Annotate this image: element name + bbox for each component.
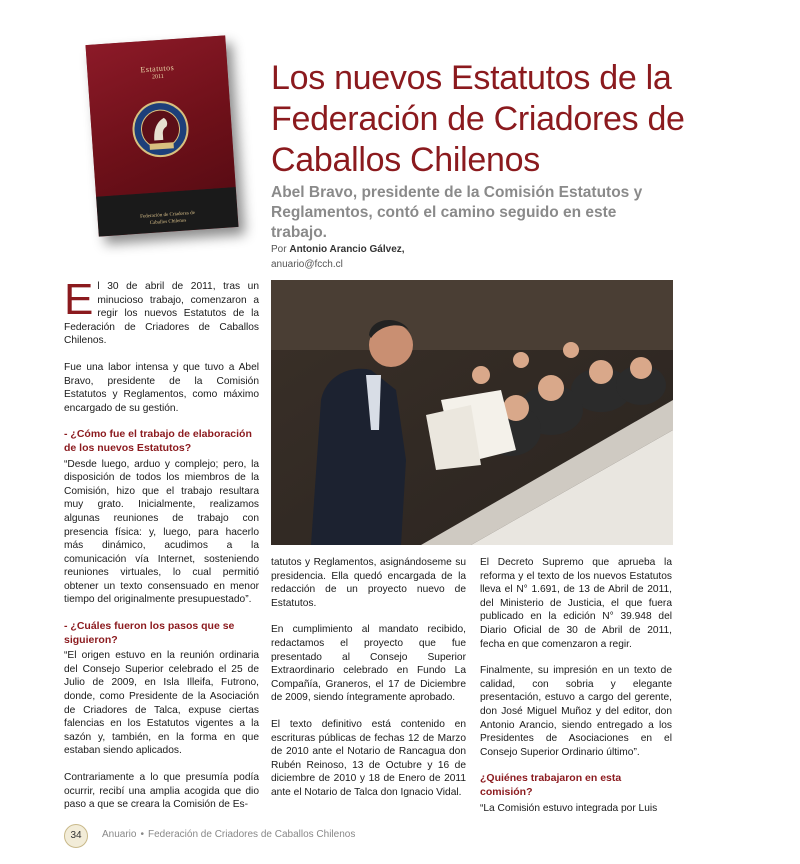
paragraph: Finalmente, su impresión en un texto de calidad, con sobria y elegante presentación, estuvo a cargo del gerente, don José Miguel Muñoz y del editor, don Antonio Arancio, siendo entregado a los Presidentes de Asociaciones en el Consejo Superior Ordinario último”. bbox=[480, 665, 672, 758]
cover-title: Estatutos bbox=[140, 62, 175, 75]
paragraph: Fue una labor intensa y que tuvo a Abel Bravo, presidente de la Comisión Estatutos y Reglamentos, como máximo encargado de su gestión. bbox=[64, 361, 259, 414]
answer-paragraph: “El origen estuvo en la reunión ordinaria del Consejo Superior celebrado el 25 de Julio de 2009, en Isla Illeifa, Futrono, donde, como Presidente de la Asociación de Criadores de Talca, expuse ciertas falencias en los Estatutos vigentes a la sazón y, también, en la forma en que estaban siendo aplicados. bbox=[64, 650, 259, 757]
horse-seal-icon bbox=[130, 98, 192, 160]
organization-name: Federación de Criadores de Caballos Chilenos bbox=[147, 829, 356, 840]
byline bbox=[271, 242, 405, 272]
meeting-photo bbox=[271, 280, 673, 545]
paragraph: El texto definitivo está contenido en escrituras públicas de fechas 12 de Marzo de 2010 ante el Notario de Rancagua don Rubén Reinoso, 13 de Octubre y 16 de diciembre de 2010 y 18 de Enero de 2011 ante el Notario de Talca don Ignacio Vidal. bbox=[271, 718, 466, 798]
publication-name: Anuario bbox=[102, 829, 137, 840]
intro-paragraph: El 30 de abril de 2011, tras un minucioso trabajo, comenzaron a regir los nuevos Estatutos de la Federación de Criadores de Caballos Chilenos. bbox=[64, 275, 259, 347]
separator: • bbox=[140, 829, 144, 840]
paragraph: En cumplimiento al mandato recibido, redactamos el proyecto que fue presentado al Consejo Superior Extraordinario celebrado en Fundo La Compañía, Graneros, el 17 de Diciembre de 2009, siendo íntegramente aprobado. bbox=[271, 624, 466, 704]
cover-organization: Federación de Criadores de Caballos Chilenos bbox=[140, 210, 196, 227]
paragraph: El Decreto Supremo que aprueba la reforma y el texto de los nuevos Estatutos lleva el N° 1.691, de 13 de Abril de 2011, del Ministerio de Justicia, el que fuera publicado en la edición N° 39.948 del Diario Oficial de 30 de Abril de 2011, fecha en que comenzaron a regir. bbox=[480, 557, 672, 650]
answer-paragraph: “La Comisión estuvo integrada por Luis bbox=[480, 802, 658, 814]
paragraph: Contrariamente a lo que presumía podía ocurrir, recibí una amplia acogida que dio paso a que se creara la Comisión de Es- bbox=[64, 772, 259, 811]
question-heading: - ¿Cuáles fueron los pasos que se siguieron? bbox=[64, 620, 235, 646]
article-title: Los nuevos Estatutos de la Federación de Criadores de Caballos Chilenos bbox=[271, 59, 685, 179]
answer-paragraph: “Desde luego, arduo y complejo; pero, la disposición de todos los miembros de la Comisión, hizo que el trabajo resultara muy grato. Inicialmente, realizamos algunas reuniones de trabajo con presencia física: y, luego, para hacerlo más dinámico, acudimos a la comunicación vía Internet, sosteniendo reuniones virtuales, lo cual permitió obtener un texto consensuado en menor tiempo del originalmente presupuestado”. bbox=[64, 458, 259, 606]
byline-prefix: Por bbox=[271, 244, 287, 255]
paragraph: tatutos y Reglamentos, asignándoseme su presidencia. Ella quedó encargada de la redacción de un proyecto nuevo de Estatutos. bbox=[271, 557, 466, 609]
book-cover-image bbox=[85, 35, 238, 236]
question-heading: - ¿Cómo fue el trabajo de elaboración de los nuevos Estatutos? bbox=[64, 428, 252, 454]
author-name: Antonio Arancio Gálvez, bbox=[289, 244, 405, 255]
page-number: 34 bbox=[64, 824, 88, 848]
drop-cap: E bbox=[64, 275, 94, 324]
article-column-3 bbox=[480, 556, 672, 828]
page-footer bbox=[64, 822, 714, 852]
footer-text bbox=[102, 829, 355, 840]
author-email[interactable]: anuario@fcch.cl bbox=[271, 259, 343, 270]
question-heading: ¿Quiénes trabajaron en esta comisión? bbox=[480, 772, 622, 798]
article-subtitle: Abel Bravo, presidente de la Comisión Estatutos y Reglamentos, contó el camino seguido en este trabajo. bbox=[271, 184, 643, 241]
cover-year: 2011 bbox=[151, 73, 164, 81]
article-column-2 bbox=[271, 556, 466, 813]
article-column-1 bbox=[64, 275, 259, 825]
